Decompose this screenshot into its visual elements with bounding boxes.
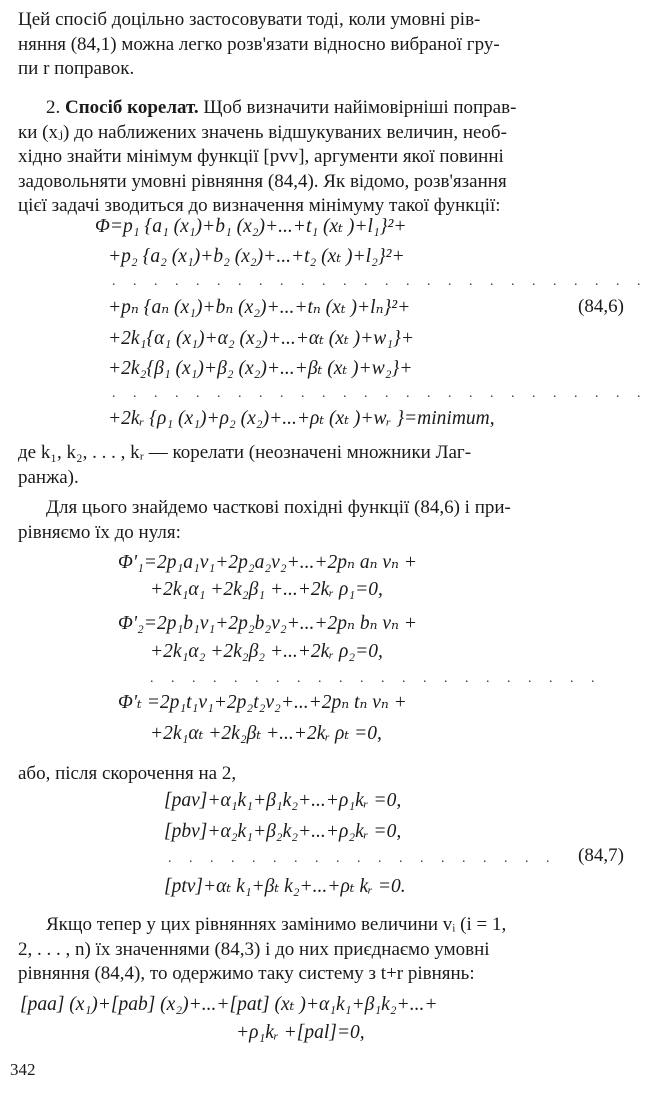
equation-number: (84,7) <box>578 845 624 866</box>
ellipsis-row: . . . . . . . . . . . . . . . . . . . . . . . . . . <box>112 274 648 289</box>
equation-line: [pbv]+α₂k₁+β₂k₂+...+ρ₂kᵣ =0, <box>164 821 402 842</box>
text-line: няння (84,1) можна легко розв'язати відносно вибраної гру- <box>18 33 500 55</box>
text-line: де k₁, k₂, . . . , kᵣ — корелати (неозначені множники Лаг- <box>18 442 472 463</box>
text-line: 2, . . . , n) їх значеннями (84,3) і до них приєднаємо умовні <box>18 938 490 960</box>
text-line: Якщо тепер у цих рівняннях замінимо величини vᵢ (i = 1, <box>46 914 507 935</box>
text-line: рівняємо їх до нуля: <box>18 521 181 543</box>
equation-line: +pₙ {aₙ (x₁)+bₙ (x₂)+...+tₙ (xₜ )+lₙ}²+ <box>108 297 411 318</box>
ellipsis-row: . . . . . . . . . . . . . . . . . . . . . . . . . . <box>112 386 648 401</box>
ellipsis-row: . . . . . . . . . . . . . . . . . . . <box>168 851 557 866</box>
equation-line: +2kᵣ {ρ₁ (x₁)+ρ₂ (x₂)+...+ρₜ (xₜ )+wᵣ }=minimum, <box>108 408 495 429</box>
correlates-paragraph <box>18 441 638 490</box>
equation-line: [pav]+α₁k₁+β₁k₂+...+ρ₁kᵣ =0, <box>164 790 402 811</box>
text-line: пи r поправок. <box>18 58 135 79</box>
equation-line: [paa] (x₁)+[pab] (x₂)+...+[pat] (xₜ )+α₁k₁+β₁k₂+...+ <box>20 994 438 1015</box>
equation-number: (84,6) <box>578 296 624 317</box>
equation-line: Φ'₂=2p₁b₁v₁+2p₂b₂v₂+...+2pₙ bₙ vₙ + <box>118 613 417 634</box>
intro-paragraph <box>18 8 638 82</box>
text-line: Цей спосіб доцільно застосовувати тоді, коли умовні рів- <box>18 9 481 30</box>
equation-line: +2k₁αₜ +2k₂βₜ +...+2kᵣ ρₜ =0, <box>150 723 382 744</box>
equation-line: Φ'ₜ =2p₁t₁v₁+2p₂t₂v₂+...+2pₙ tₙ vₙ + <box>118 692 407 713</box>
equation-line: +2k₁α₂ +2k₂β₂ +...+2kᵣ ρ₂=0, <box>150 641 383 662</box>
section-number: 2. <box>46 97 61 118</box>
section-2-paragraph <box>18 96 638 219</box>
page-number: 342 <box>10 1060 36 1079</box>
equation-line: +2k₁{α₁ (x₁)+α₂ (x₂)+...+αₜ (xₜ )+w₁}+ <box>108 328 415 349</box>
text-line: рівняння (84,4), то одержимо таку систему з t+r рівнянь: <box>18 963 475 984</box>
equation-line: +2k₁α₁ +2k₂β₁ +...+2kᵣ ρ₁=0, <box>150 579 383 600</box>
text-line: задовольняти умовні рівняння (84,4). Як відомо, розв'язання <box>18 170 507 192</box>
derivatives-intro <box>18 496 638 545</box>
text-line: або, після скорочення на 2, <box>18 763 237 784</box>
final-paragraph <box>18 913 638 987</box>
text-line: Для цього знайдемо часткові похідні функції (84,6) і при- <box>46 497 511 518</box>
section-title: Спосіб корелат. <box>65 97 199 118</box>
text-line: ранжа). <box>18 466 79 488</box>
reduced-intro <box>18 762 638 787</box>
text-line-rest: Щоб визначити найімовірніші поправ- <box>198 97 517 118</box>
text-line: хідно знайти мінімум функції [pvv], аргументи якої повинні <box>18 146 504 167</box>
equation-line: [ptv]+αₜ k₁+βₜ k₂+...+ρₜ kᵣ =0. <box>164 876 406 897</box>
equation-line: Φ'₁=2p₁a₁v₁+2p₂a₂v₂+...+2pₙ aₙ vₙ + <box>118 552 417 573</box>
equation-line: +p₂ {a₂ (x₁)+b₂ (x₂)+...+t₂ (xₜ )+l₂}²+ <box>108 246 405 267</box>
equation-line: +ρ₁kᵣ +[pal]=0, <box>236 1022 365 1043</box>
equation-line: +2k₂{β₁ (x₁)+β₂ (x₂)+...+βₜ (xₜ )+w₂}+ <box>108 358 413 379</box>
equation-line: Φ=p₁ {a₁ (x₁)+b₁ (x₂)+...+t₁ (xₜ )+l₁}²+ <box>95 216 407 237</box>
ellipsis-row: . . . . . . . . . . . . . . . . . . . . . . <box>150 671 602 686</box>
text-line: ки (xⱼ) до наближених значень відшукуваних величин, необ- <box>18 121 507 143</box>
text-line: цієї задачі зводиться до визначення мінімуму такої функції: <box>18 195 501 216</box>
text-line <box>18 96 638 121</box>
